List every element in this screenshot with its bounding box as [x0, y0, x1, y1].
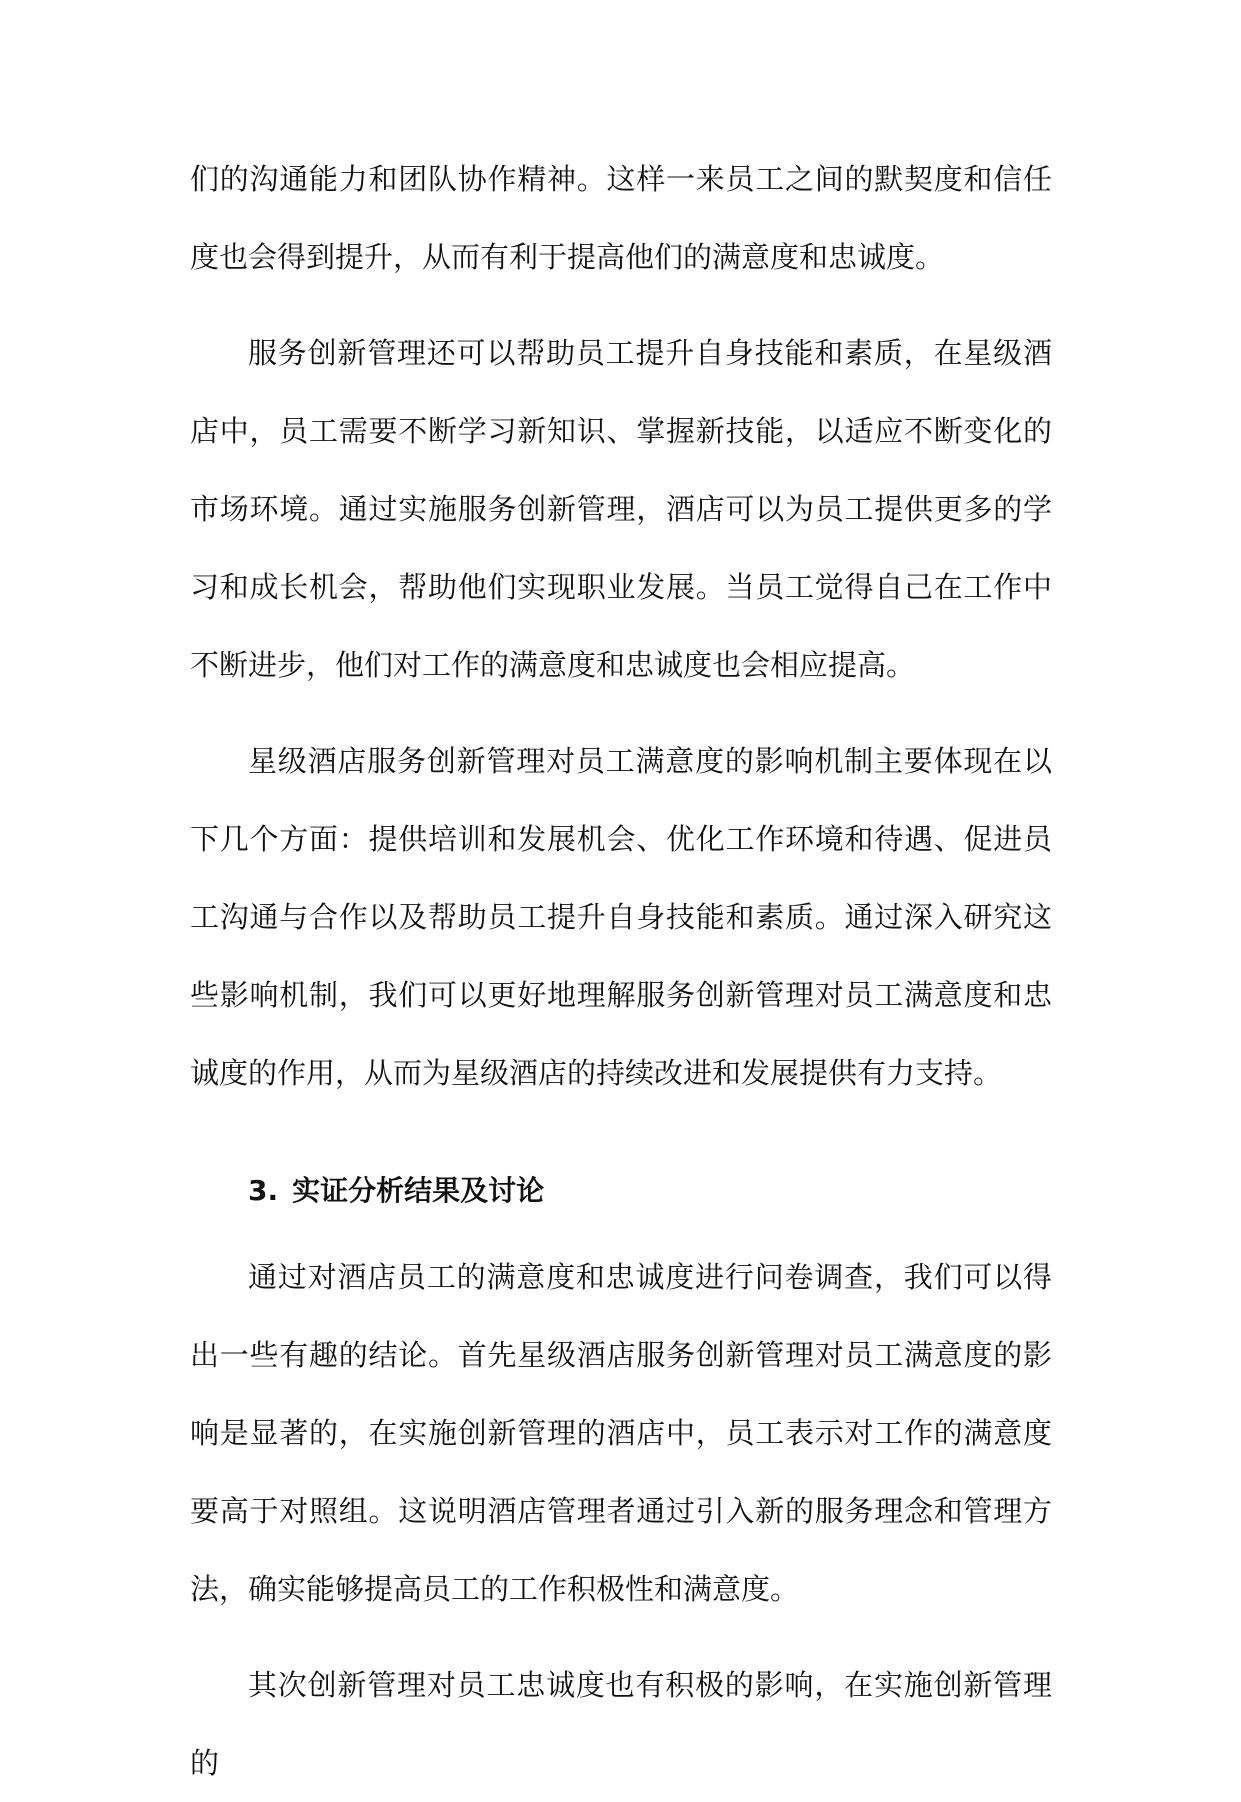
paragraph-mechanism: 星级酒店服务创新管理对员工满意度的影响机制主要体现在以下几个方面：提供培训和发展机会、优化工作环境和待遇、促进员工沟通与合作以及帮助员工提升自身技能和素质。通过深入研究这些影响机制，我们可以更好地理解服务创新管理对员工满意度和忠诚度的作用，从而为星级酒店的持续改进和发展提供有力支持。 [190, 744, 1052, 1090]
section-title: 实证分析结果及讨论 [292, 1174, 545, 1207]
paragraph-continuation: 们的沟通能力和团队协作精神。这样一来员工之间的默契度和信任度也会得到提升，从而有利于提高他们的满意度和忠诚度。 [190, 162, 1052, 274]
paragraph-loyalty: 其次创新管理对员工忠诚度也有积极的影响，在实施创新管理的 [190, 1668, 1052, 1780]
document-page [190, 140, 1052, 1802]
paragraph-results: 通过对酒店员工的满意度和忠诚度进行问卷调查，我们可以得出一些有趣的结论。首先星级酒店服务创新管理对员工满意度的影响是显著的，在实施创新管理的酒店中，员工表示对工作的满意度要高于对照组。这说明酒店管理者通过引入新的服务理念和管理方法，确实能够提高员工的工作积极性和满意度。 [190, 1260, 1052, 1606]
section-number: 3. [248, 1174, 279, 1207]
section-heading [190, 1152, 1052, 1230]
paragraph-skills: 服务创新管理还可以帮助员工提升自身技能和素质，在星级酒店中，员工需要不断学习新知识、掌握新技能，以适应不断变化的市场环境。通过实施服务创新管理，酒店可以为员工提供更多的学习和成长机会，帮助他们实现职业发展。当员工觉得自己在工作中不断进步，他们对工作的满意度和忠诚度也会相应提高。 [190, 336, 1052, 682]
